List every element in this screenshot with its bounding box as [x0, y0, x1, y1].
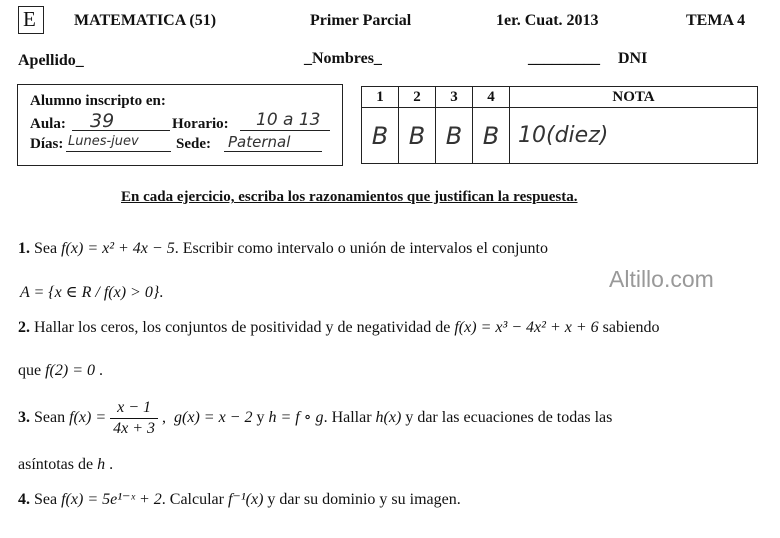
exercise-4-number: 4. — [18, 491, 30, 508]
exercise-4 — [18, 489, 461, 509]
exercise-3-text-c: y dar las ecuaciones de todas las — [401, 409, 613, 427]
grades-header-row — [362, 87, 758, 108]
exercise-3-text-a: Sean — [30, 409, 70, 427]
horario-value: 10 a 13 — [256, 110, 321, 130]
exercise-3-text-b: . Hallar — [323, 409, 376, 427]
dni-blank: _________ — [528, 50, 600, 67]
exercise-3-end: . — [105, 456, 114, 473]
exercise-2-condition: f(2) = 0 — [45, 362, 96, 379]
grade-header-2: 2 — [399, 87, 436, 108]
grade-header-4: 4 — [473, 87, 510, 108]
exercise-2 — [18, 319, 660, 337]
exam-term: 1er. Cuat. 2013 — [496, 12, 599, 29]
exam-letter: E — [23, 7, 36, 31]
exercise-1-end: . — [159, 284, 164, 301]
enrollment-title: Alumno inscripto en: — [30, 93, 166, 109]
horario-line — [240, 130, 330, 131]
exam-name: Primer Parcial — [310, 12, 412, 29]
exercise-3-f-left: f(x) = — [69, 409, 111, 427]
dias-value: Lunes-juev — [68, 134, 139, 149]
exercise-2-cond-line — [18, 362, 103, 380]
exercise-2-text-b: sabiendo — [598, 319, 660, 336]
instruction: En cada ejercicio, escriba los razonamientos que justifican la respuesta. — [121, 189, 578, 205]
dni-label: DNI — [618, 50, 648, 67]
watermark: Altillo.com — [609, 266, 714, 292]
exercise-3-h-def: h = f ∘ g — [268, 409, 324, 427]
exercise-4-inverse: f⁻¹(x) — [227, 491, 264, 508]
exercise-1-set-line — [20, 282, 163, 302]
exercise-3-fraction — [110, 398, 158, 439]
exercise-1-function: f(x) = x² + 4x − 5 — [61, 240, 175, 257]
exercise-3-g: g(x) = x − 2 — [174, 409, 253, 427]
exercise-4-text-a: Sea — [30, 491, 62, 508]
grade-header-3: 3 — [436, 87, 473, 108]
exercise-2-text-a: Hallar los ceros, los conjuntos de positividad y de negatividad de — [30, 319, 455, 336]
grade-value-2: B — [399, 108, 436, 164]
exercise-3-hx: h(x) — [375, 409, 402, 427]
apellido-label: Apellido_ — [18, 52, 84, 69]
subject-title: MATEMATICA (51) — [74, 12, 217, 29]
aula-label: Aula: — [30, 116, 66, 132]
nombres-label: _Nombres_ — [304, 50, 382, 67]
exercise-4-text-c: y dar su dominio y su imagen. — [263, 491, 461, 508]
grade-value-4: B — [473, 108, 510, 164]
exercise-3-denominator: 4x + 3 — [113, 420, 156, 437]
grades-table — [361, 86, 758, 164]
exercise-3-y: y — [252, 409, 269, 427]
grade-header-1: 1 — [362, 87, 399, 108]
exercise-2-number: 2. — [18, 319, 30, 336]
aula-value: 39 — [90, 110, 115, 132]
grade-value-nota: 10(diez) — [510, 108, 758, 164]
sede-line — [224, 151, 322, 152]
exercise-2-end: . — [95, 362, 104, 379]
exercise-2-que: que — [18, 362, 46, 379]
horario-label: Horario: — [172, 116, 229, 132]
exercise-3-h: h — [97, 456, 106, 473]
exercise-3-comma: , — [158, 409, 167, 427]
exercise-4-function: f(x) = 5e¹⁻ˣ + 2 — [61, 491, 162, 508]
dias-label: Días: — [30, 136, 64, 152]
grade-value-1: B — [362, 108, 399, 164]
aula-line — [72, 130, 170, 131]
exercise-3 — [18, 398, 612, 439]
exercise-1-text-a: Sea — [30, 240, 62, 257]
exercise-1-set: A = {x ∈ R / f(x) > 0} — [20, 284, 160, 301]
grades-value-row — [362, 108, 758, 164]
exercise-1-text-b: . Escribir como intervalo o unión de intervalos el conjunto — [174, 240, 548, 257]
sede-label: Sede: — [176, 136, 211, 152]
exercise-3-text-d: asíntotas de — [18, 456, 98, 473]
exercise-2-function: f(x) = x³ − 4x² + x + 6 — [454, 319, 599, 336]
exercise-3-number: 3. — [18, 409, 30, 427]
exercise-4-text-b: . Calcular — [161, 491, 228, 508]
exercise-3-numerator: x − 1 — [110, 398, 158, 419]
sede-value: Paternal — [228, 133, 291, 151]
grade-value-3: B — [436, 108, 473, 164]
dias-line — [66, 151, 171, 152]
exercise-1-number: 1. — [18, 240, 30, 257]
exercise-1 — [18, 240, 548, 258]
grade-header-nota: NOTA — [510, 87, 758, 108]
exam-tema: TEMA 4 — [686, 12, 746, 29]
exercise-3-asymptotes-line — [18, 456, 113, 474]
